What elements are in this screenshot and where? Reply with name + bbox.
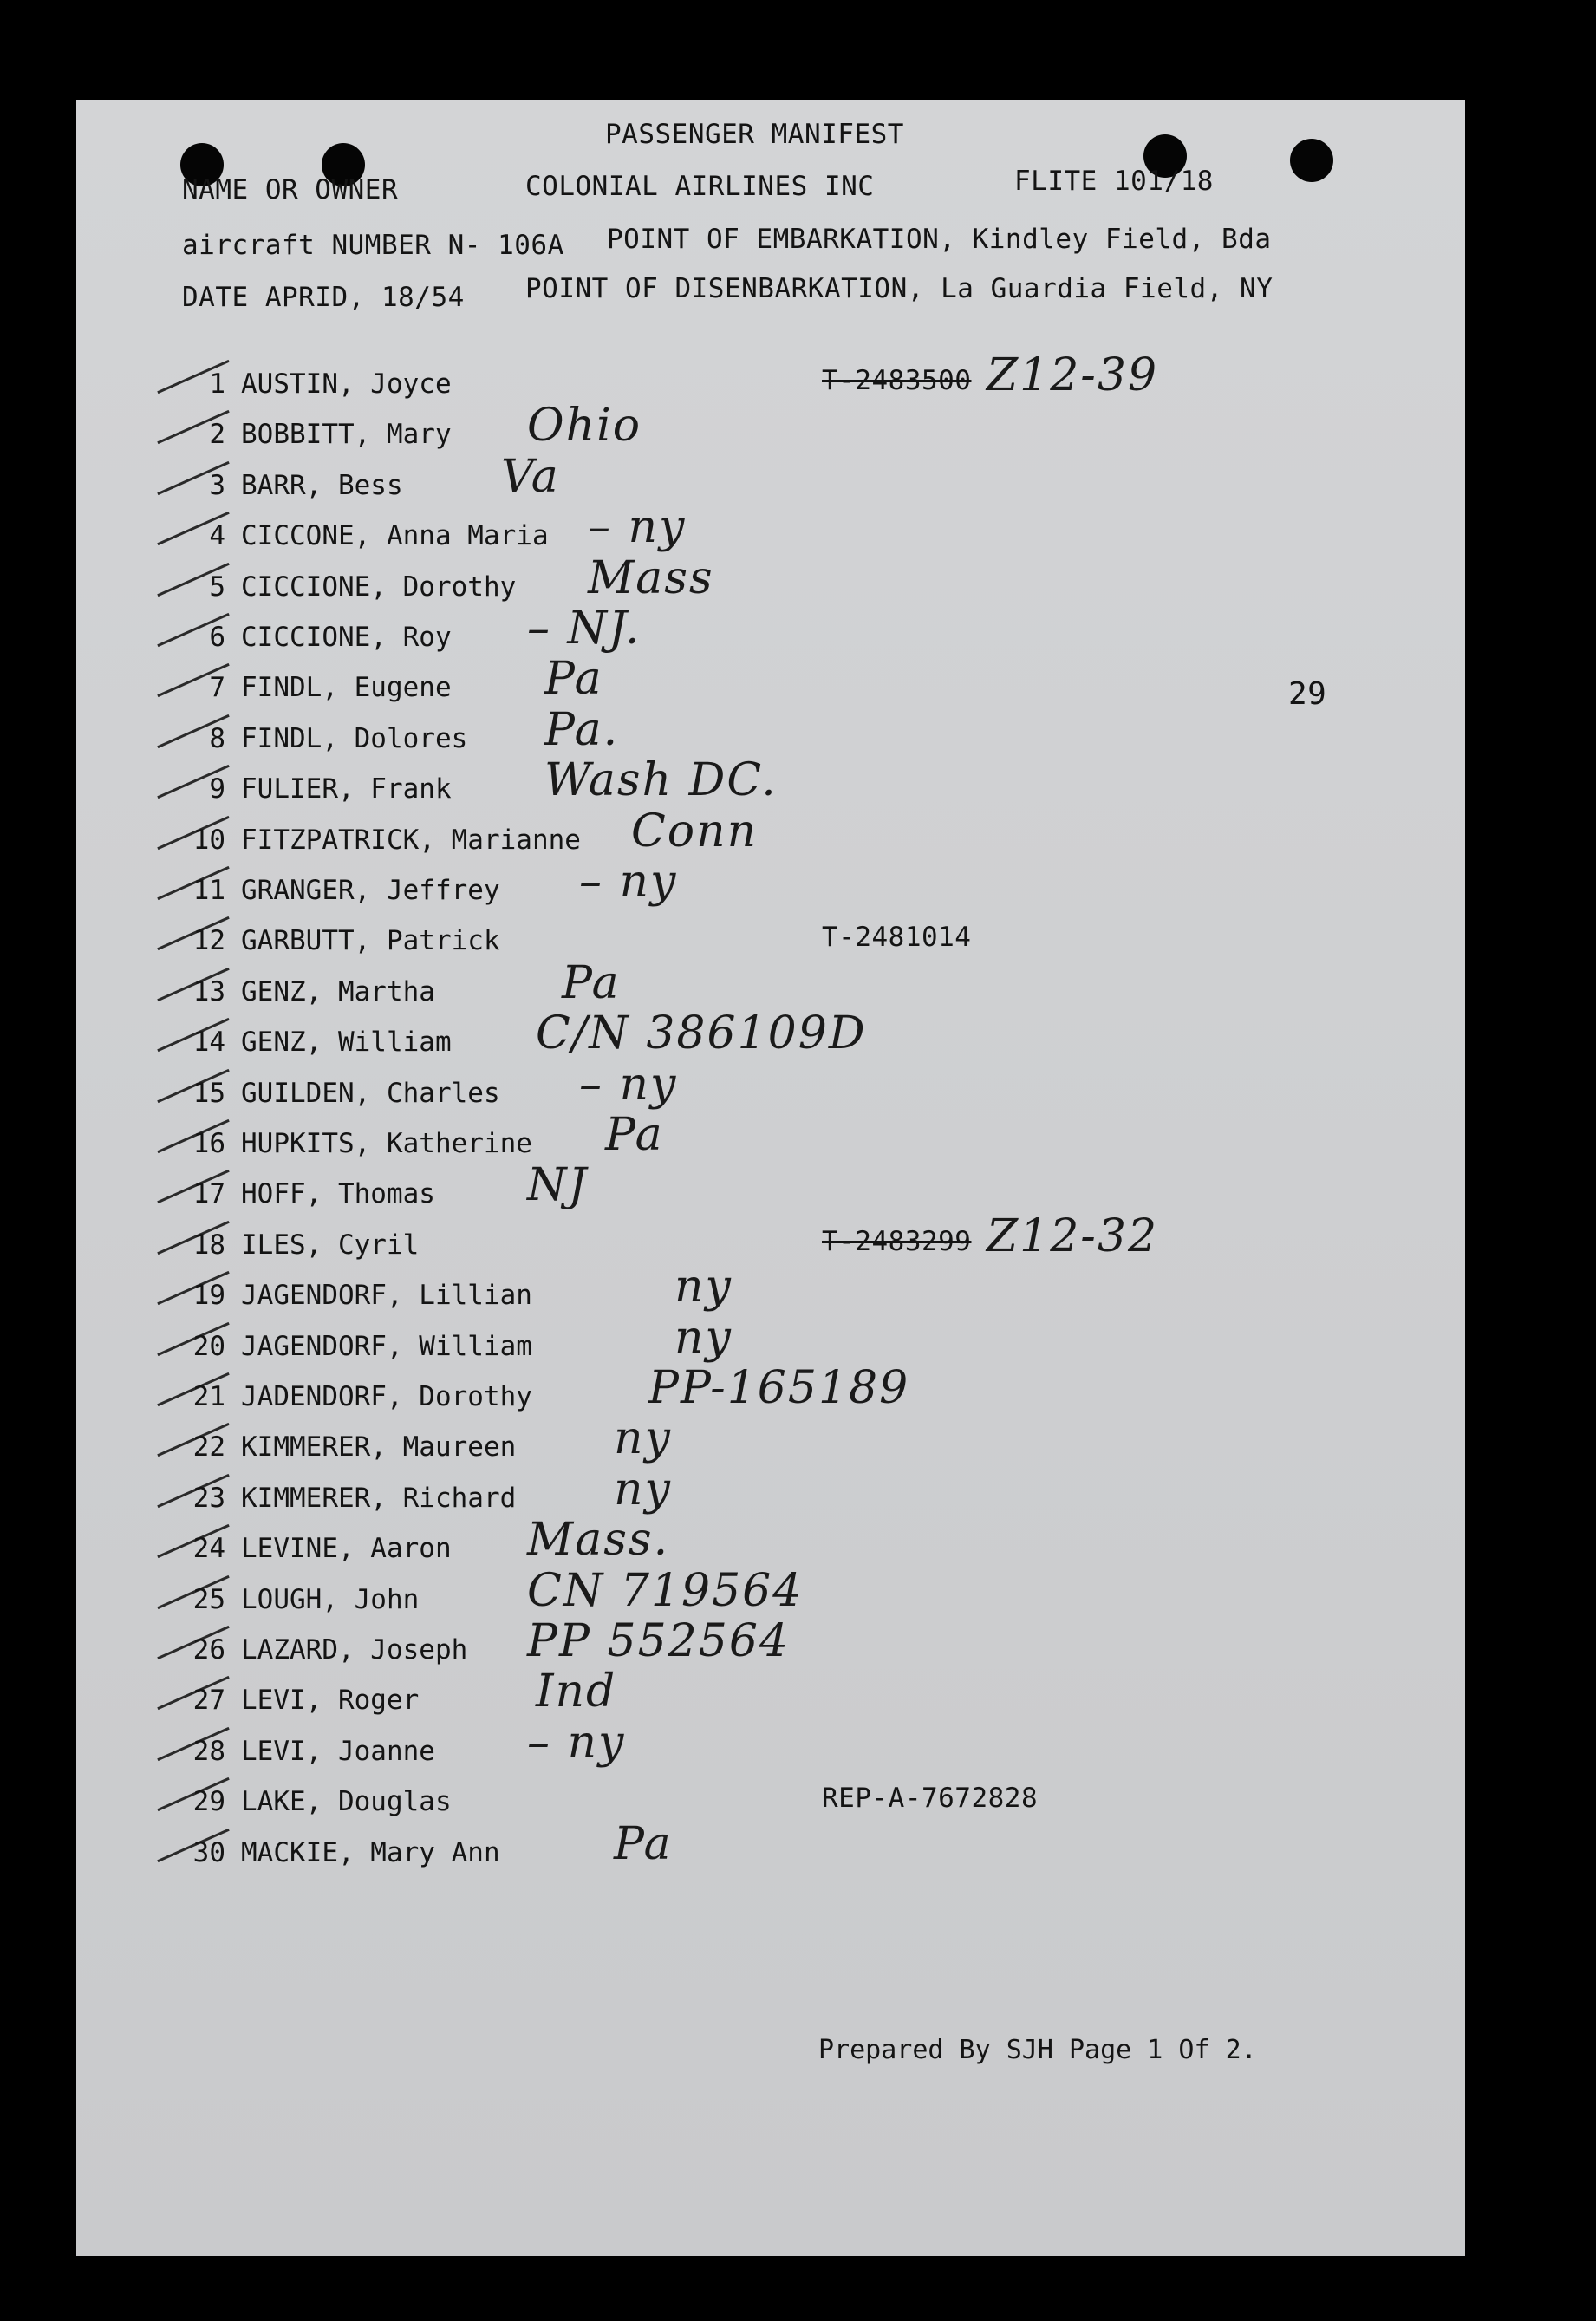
table-row bbox=[76, 450, 1465, 520]
passenger-name: FULIER, Frank bbox=[241, 773, 452, 805]
passenger-name: MACKIE, Mary Ann bbox=[241, 1836, 500, 1868]
row-number: 21 bbox=[192, 1381, 225, 1412]
handwritten-note: – NJ. bbox=[527, 603, 642, 655]
handwritten-note: – ny bbox=[579, 1058, 678, 1111]
passenger-name: BARR, Bess bbox=[241, 469, 403, 501]
table-row bbox=[76, 1109, 1465, 1178]
row-number: 27 bbox=[192, 1685, 225, 1717]
passenger-name: LEVINE, Aaron bbox=[241, 1533, 452, 1565]
row-number: 16 bbox=[192, 1128, 225, 1159]
table-row bbox=[76, 856, 1465, 925]
table-row bbox=[76, 501, 1465, 570]
table-row bbox=[76, 551, 1465, 622]
handwritten-note: ny bbox=[674, 1261, 733, 1314]
table-row bbox=[76, 1007, 1465, 1077]
table-row bbox=[76, 1463, 1465, 1533]
row-number: 12 bbox=[192, 925, 225, 957]
manifest-title: PASSENGER MANIFEST bbox=[605, 119, 904, 150]
passenger-name: ILES, Cyril bbox=[241, 1229, 420, 1261]
row-number: 23 bbox=[192, 1482, 225, 1514]
table-row bbox=[76, 805, 1465, 875]
passenger-name: GUILDEN, Charles bbox=[241, 1077, 500, 1109]
table-row bbox=[76, 400, 1465, 469]
row-number: 28 bbox=[192, 1735, 225, 1767]
passenger-name: CICCIONE, Roy bbox=[241, 622, 452, 653]
handwritten-note: Mass. bbox=[527, 1514, 670, 1567]
passenger-name: HOFF, Thomas bbox=[241, 1178, 435, 1210]
handwritten-note: Conn bbox=[631, 805, 759, 857]
ticket-number: T-2483299 bbox=[822, 1225, 972, 1257]
manifest-date: DATE APRID, 18/54 bbox=[182, 282, 465, 313]
passenger-name: HUPKITS, Katherine bbox=[241, 1128, 532, 1159]
table-row bbox=[76, 1209, 1465, 1280]
handwritten-note: Ind bbox=[536, 1666, 617, 1718]
row-number: 8 bbox=[209, 722, 225, 754]
row-number: 2 bbox=[209, 419, 225, 451]
table-row bbox=[76, 603, 1465, 672]
table-row bbox=[76, 653, 1465, 722]
passenger-name: GARBUTT, Patrick bbox=[241, 925, 500, 957]
flight-number: FLITE 101/18 bbox=[1014, 166, 1214, 197]
row-number: 15 bbox=[192, 1077, 225, 1109]
passenger-name: FITZPATRICK, Marianne bbox=[241, 824, 581, 856]
table-row bbox=[76, 922, 1465, 975]
handwritten-note: Mass bbox=[588, 551, 714, 604]
handwritten-note: – ny bbox=[527, 1716, 626, 1769]
table-row bbox=[76, 1615, 1465, 1685]
table-row bbox=[76, 1362, 1465, 1431]
passenger-name: LEVI, Joanne bbox=[241, 1735, 435, 1767]
row-number: 24 bbox=[192, 1533, 225, 1565]
table-row bbox=[76, 1666, 1465, 1735]
handwritten-note: Z12-39 bbox=[987, 349, 1159, 401]
row-number: 5 bbox=[209, 570, 225, 603]
row-number: 22 bbox=[192, 1431, 225, 1464]
passenger-name: GENZ, William bbox=[241, 1027, 452, 1059]
disembarkation-point: POINT OF DISENBARKATION, La Guardia Field, NY bbox=[525, 273, 1274, 304]
passenger-name: LAKE, Douglas bbox=[241, 1786, 452, 1818]
table-row bbox=[76, 1412, 1465, 1482]
handwritten-note: Pa. bbox=[544, 703, 620, 756]
handwritten-note: Z12-32 bbox=[987, 1209, 1159, 1262]
passenger-name: LOUGH, John bbox=[241, 1583, 420, 1615]
row-number: 6 bbox=[209, 622, 225, 653]
row-number: 17 bbox=[192, 1178, 225, 1210]
table-row bbox=[76, 1058, 1465, 1128]
handwritten-note: ny bbox=[614, 1412, 672, 1465]
handwritten-note: Va bbox=[501, 450, 560, 503]
handwritten-note: Pa bbox=[614, 1817, 673, 1870]
handwritten-note: Pa bbox=[544, 653, 603, 706]
table-row bbox=[76, 1783, 1465, 1836]
margin-number: 29 bbox=[1288, 676, 1327, 712]
table-row bbox=[76, 349, 1465, 419]
passenger-name: KIMMERER, Richard bbox=[241, 1482, 517, 1514]
handwritten-note: Pa bbox=[605, 1109, 664, 1161]
handwritten-note: – ny bbox=[579, 856, 678, 908]
passenger-name: KIMMERER, Maureen bbox=[241, 1431, 517, 1464]
row-number: 26 bbox=[192, 1634, 225, 1666]
owner-value: COLONIAL AIRLINES INC bbox=[525, 171, 875, 202]
row-number: 3 bbox=[209, 469, 225, 501]
row-number: 9 bbox=[209, 773, 225, 805]
table-row bbox=[76, 1817, 1465, 1887]
table-row bbox=[76, 1716, 1465, 1786]
row-number: 19 bbox=[192, 1280, 225, 1312]
handwritten-note: ny bbox=[614, 1463, 672, 1516]
handwritten-note: Ohio bbox=[527, 400, 642, 453]
handwritten-note: – ny bbox=[588, 501, 687, 554]
passenger-name: FINDL, Eugene bbox=[241, 672, 452, 704]
punch-hole bbox=[1290, 139, 1333, 182]
passenger-name: BOBBITT, Mary bbox=[241, 419, 452, 451]
handwritten-note: PP 552564 bbox=[527, 1615, 791, 1667]
row-number: 25 bbox=[192, 1583, 225, 1615]
row-number: 29 bbox=[192, 1786, 225, 1818]
row-number: 7 bbox=[209, 672, 225, 704]
table-row bbox=[76, 1159, 1465, 1229]
passenger-name: LAZARD, Joseph bbox=[241, 1634, 468, 1666]
passenger-name: AUSTIN, Joyce bbox=[241, 368, 452, 400]
aircraft-number: aircraft NUMBER N- 106A bbox=[182, 230, 564, 261]
passenger-name: CICCONE, Anna Maria bbox=[241, 520, 549, 552]
table-row bbox=[76, 754, 1465, 824]
handwritten-note: CN 719564 bbox=[527, 1564, 804, 1617]
handwritten-note: C/N 386109D bbox=[536, 1007, 867, 1060]
row-number: 20 bbox=[192, 1330, 225, 1362]
ticket-number: T-2483500 bbox=[822, 365, 972, 396]
handwritten-note: ny bbox=[674, 1311, 733, 1364]
passenger-name: GRANGER, Jeffrey bbox=[241, 875, 500, 906]
row-number: 13 bbox=[192, 975, 225, 1007]
ticket-number: REP-A-7672828 bbox=[822, 1783, 1039, 1815]
ticket-number: T-2481014 bbox=[822, 922, 972, 954]
handwritten-note: Wash DC. bbox=[544, 754, 778, 807]
passenger-name: JAGENDORF, William bbox=[241, 1330, 532, 1362]
row-number: 14 bbox=[192, 1027, 225, 1059]
passenger-name: JAGENDORF, Lillian bbox=[241, 1280, 532, 1312]
page-footer: Prepared By SJH Page 1 Of 2. bbox=[818, 2035, 1257, 2065]
row-number: 30 bbox=[192, 1836, 225, 1868]
row-number: 1 bbox=[209, 368, 225, 400]
table-row bbox=[76, 1261, 1465, 1330]
passenger-name: FINDL, Dolores bbox=[241, 722, 468, 754]
owner-label: NAME OR OWNER bbox=[182, 174, 399, 205]
row-number: 4 bbox=[209, 520, 225, 552]
row-number: 11 bbox=[192, 875, 225, 906]
manifest-sheet bbox=[76, 100, 1465, 2256]
passenger-name: GENZ, Martha bbox=[241, 975, 435, 1007]
row-number: 18 bbox=[192, 1229, 225, 1261]
passenger-name: CICCIONE, Dorothy bbox=[241, 570, 517, 603]
row-number: 10 bbox=[192, 824, 225, 856]
handwritten-note: PP-165189 bbox=[648, 1362, 910, 1414]
passenger-name: JADENDORF, Dorothy bbox=[241, 1381, 532, 1412]
embarkation-point: POINT OF EMBARKATION, Kindley Field, Bda bbox=[607, 224, 1272, 255]
handwritten-note: Pa bbox=[562, 956, 621, 1009]
passenger-name: LEVI, Roger bbox=[241, 1685, 420, 1717]
handwritten-note: NJ bbox=[527, 1159, 589, 1212]
